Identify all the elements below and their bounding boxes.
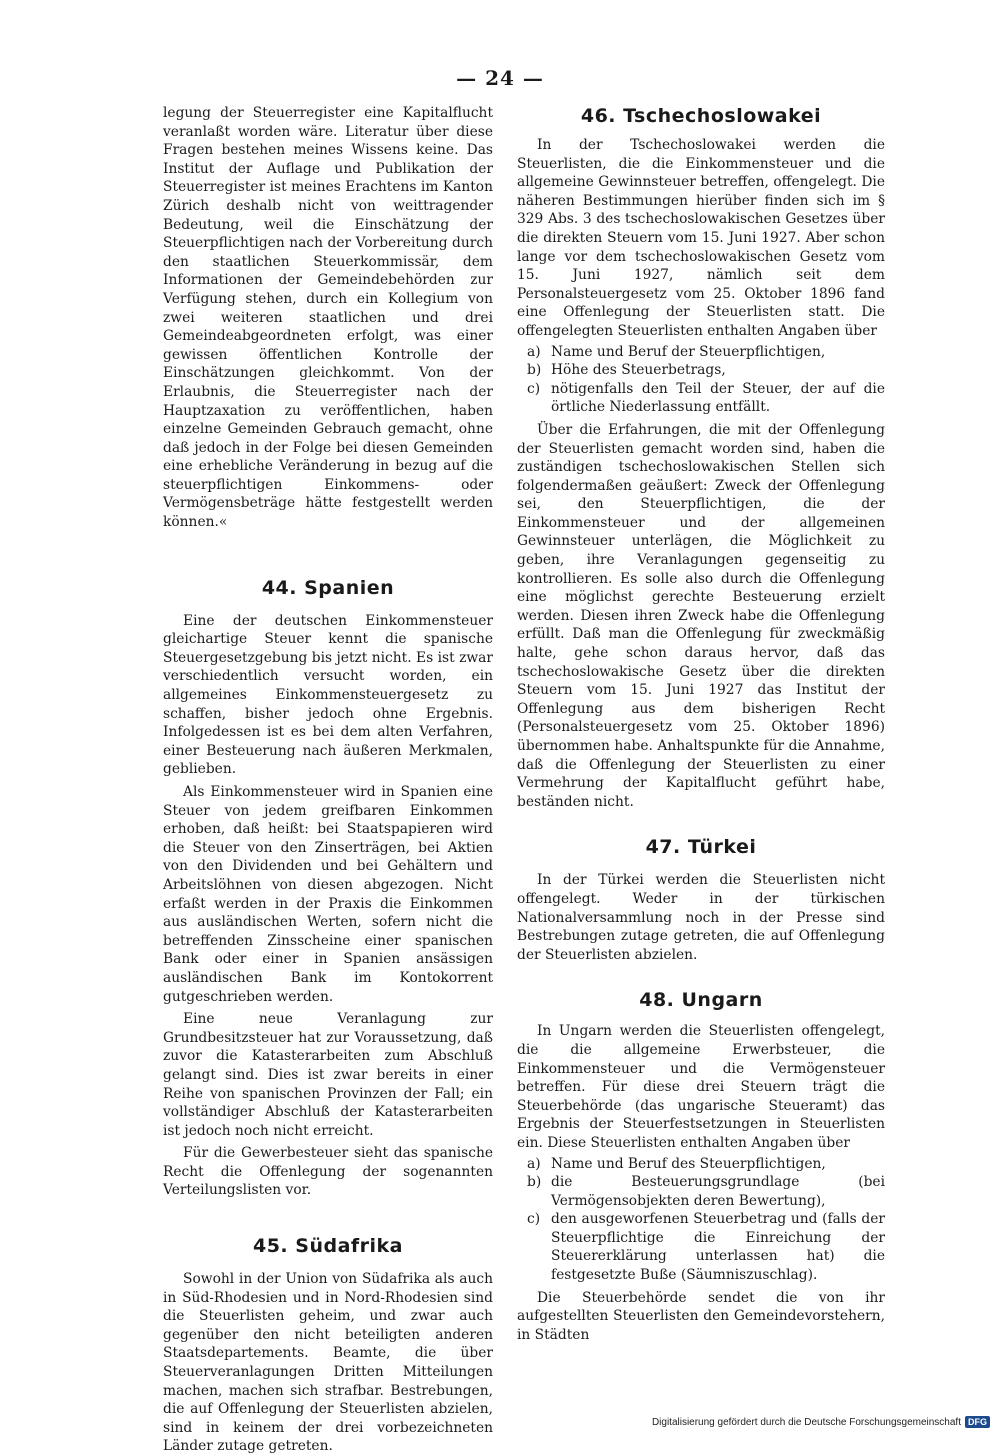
footer-credit-text: Digitalisierung gefördert durch die Deutsche Forschungsgemeinschaft	[651, 1416, 961, 1428]
list-item: a) Name und Beruf des Steuerpflichtigen,	[527, 1155, 826, 1172]
dfg-logo: DFG	[965, 1416, 990, 1428]
section-heading-tschechoslowakei: 46. Tschechoslowakei	[580, 105, 822, 127]
item-list	[517, 1155, 885, 1285]
section-heading-ungarn: 48. Ungarn	[639, 989, 763, 1012]
paragraph: Für die Gewerbesteuer sieht das spanische Recht die Offenlegung der sogenannten Verteilungslisten vor.	[163, 1145, 493, 1199]
list-item: c) nötigenfalls den Teil der Steuer, der auf die örtliche Niederlassung entfällt.	[527, 380, 885, 416]
paragraph: In der Türkei werden die Steuerlisten nicht offengelegt. Weder in der türkischen Nationalversammlung noch in der Presse sind Bestrebungen zutage getreten, die auf Offenlegung der Steuerlisten abzielen.	[517, 872, 885, 963]
footer-credit	[652, 1416, 990, 1428]
paragraph: Sowohl in der Union von Südafrika als auch in Süd-Rhodesien und in Nord-Rhodesien sind die Steuerlisten geheim, und zwar auch gegenüber den nicht beteiligten anderen Staatsdepartements. Beamte, die über Steuerveranlagungen Dritten Mitteilungen machen, machen sich strafbar. Bestrebungen, die auf Offenlegung der Steuerlisten abzielen, sind in keinem der drei vorbezeichneten Länder zutage getreten.	[163, 1271, 493, 1455]
section-heading-suedafrika: 45. Südafrika	[252, 1235, 403, 1258]
paragraph: In der Tschechoslowakei werden die Steuerlisten, die die Einkommensteuer und die allgemeine Gewinnsteuer betreffen, offengelegt. Die näheren Bestimmungen hierüber finden sich im § 329 Abs. 3 des tschechoslowakischen Gesetzes über die direkten Steuern vom 15. Juni 1927. Aber schon lange vor dem tschechoslowakischen Gesetz vom 15. Juni 1927, nämlich seit dem Personalsteuergesetz vom 25. Oktober 1896 fand eine Offenlegung der Steuerlisten statt. Die offengelegten Steuerlisten enthalten Angaben über	[517, 137, 885, 339]
paragraph: Die Steuerbehörde sendet die von ihr aufgestellten Steuerlisten den Gemeindevorstehern, in Städten	[517, 1289, 885, 1343]
section-heading-tuerkei: 47. Türkei	[645, 836, 757, 859]
list-item: c) den ausgeworfenen Steuerbetrag und (falls der Steuerpflichtige die Einreichung der Steuererklärung unterlassen hat) die festgesetzte Buße (Säumniszuschlag).	[527, 1211, 885, 1284]
list-item: a) Name und Beruf der Steuerpflichtigen,	[527, 343, 826, 360]
list-item: b) Höhe des Steuerbetrags,	[527, 362, 726, 379]
paragraph: Eine der deutschen Einkommensteuer gleichartige Steuer kennt die spanische Steuergesetzgebung bis jetzt nicht. Es ist zwar verschiedentlich versucht worden, ein allgemeines Einkommensteuergesetz zu schaffen, bisher jedoch ohne Ergebnis. Infolgedessen ist es bei dem alten Verfahren, einer Besteuerung nach äußeren Merkmalen, geblieben.	[163, 612, 493, 778]
continued-paragraph: legung der Steuerregister eine Kapitalflucht veranlaßt worden wäre. Literatur über diese Fragen bestehen meines Wissens keine. Das Institut der Auflage und Publikation der Steuerregister ist meines Erachtens im Kanton Zürich deshalb nicht von weittragender Bedeutung, weil die Einschätzung der Steuerpflichtigen nach der Vorbereitung durch den staatlichen Steuerkommissär, dem Informationen der Gemeindebehörden zur Verfügung stehen, durch ein Kollegium von zwei weiteren staatlichen und drei Gemeindeabgeordneten erfolgt, was einer gewissen öffentlichen Kontrolle der Einschätzungen gleichkommt. Von der Erlaubnis, die Steuerregister nach der Hauptzaxation zu veröffentlichen, haben einzelne Gemeinden Gebrauch gemacht, ohne daß jedoch in der Folge bei diesen Gemeinden eine erhebliche Veränderung in bezug auf die steuerpflichtigen Einkommens- oder Vermögensbeträge hätte festgestellt werden können.«	[163, 105, 493, 531]
left-column	[163, 104, 493, 1456]
paragraph: In Ungarn werden die Steuerlisten offengelegt, die die allgemeine Erwerbsteuer, die Einkommensteuer und die Vermögensteuer betreffen. Für diese drei Steuern trägt die Steuerbehörde (das ungarische Steueramt) das Ergebnis der Steuerfestsetzungen in Steuerlisten ein. Diese Steuerlisten enthalten Angaben über	[517, 1023, 885, 1151]
list-item: b) die Besteuerungsgrundlage (bei Vermögensobjekten deren Bewertung),	[527, 1174, 885, 1209]
paragraph: Als Einkommensteuer wird in Spanien eine Steuer von jedem greifbaren Einkommen erhoben, daß heißt: bei Staatspapieren wird die Steuer von den Zinserträgen, bei Aktien von den Dividenden und bei Gehältern und Arbeitslöhnen von diesen abgezogen. Nicht erfaßt werden in der Praxis die Einkommen aus ausländischen Werten, sofern nicht die betreffenden Zinsscheine einer spanischen Bank oder einer in Spanien ansässigen ausländischen Bank im Kontokorrent gutgeschrieben werden.	[163, 784, 493, 1005]
item-list	[517, 343, 885, 417]
section-heading-spanien: 44. Spanien	[261, 576, 395, 599]
paragraph: Eine neue Veranlagung zur Grundbesitzsteuer hat zur Voraussetzung, daß zuvor die Katasterarbeiten zum Abschluß gelangt sind. Dies ist zwar bereits in einer Reihe von spanischen Provinzen der Fall; ein vollständiger Abschluß der Katasterarbeiten ist jedoch noch nicht erreicht.	[163, 1011, 493, 1139]
page-number: — 24 —	[456, 66, 544, 90]
paragraph: Über die Erfahrungen, die mit der Offenlegung der Steuerlisten gemacht worden sind, haben die zuständigen tschechoslowakischen Stellen sich folgendermaßen geäußert: Zweck der Offenlegung sei, den Steuerpflichtigen, die der Einkommensteuer und der allgemeinen Gewinnsteuer unterlägen, die Möglichkeit zu geben, ihre Veranlagungen gegenseitig zu kontrollieren. Es solle also durch die Offenlegung eine möglichst gerechte Besteuerung erzielt werden. Diesen ihren Zweck habe die Offenlegung erfüllt. Daß man die Offenlegung für zweckmäßig halte, gehe schon daraus hervor, daß das tschechoslowakische Gesetz über die direkten Steuern vom 15. Juni 1927 das Institut der Offenlegung aus dem bisherigen Recht (Personalsteuergesetz vom 25. Oktober 1896) übernommen habe. Anhaltspunkte für die Annahme, daß die Offenlegung der Steuerlisten zu einer Vermehrung der Kapitalflucht geführt habe, beständen nicht.	[517, 421, 885, 810]
right-column	[517, 104, 885, 1344]
